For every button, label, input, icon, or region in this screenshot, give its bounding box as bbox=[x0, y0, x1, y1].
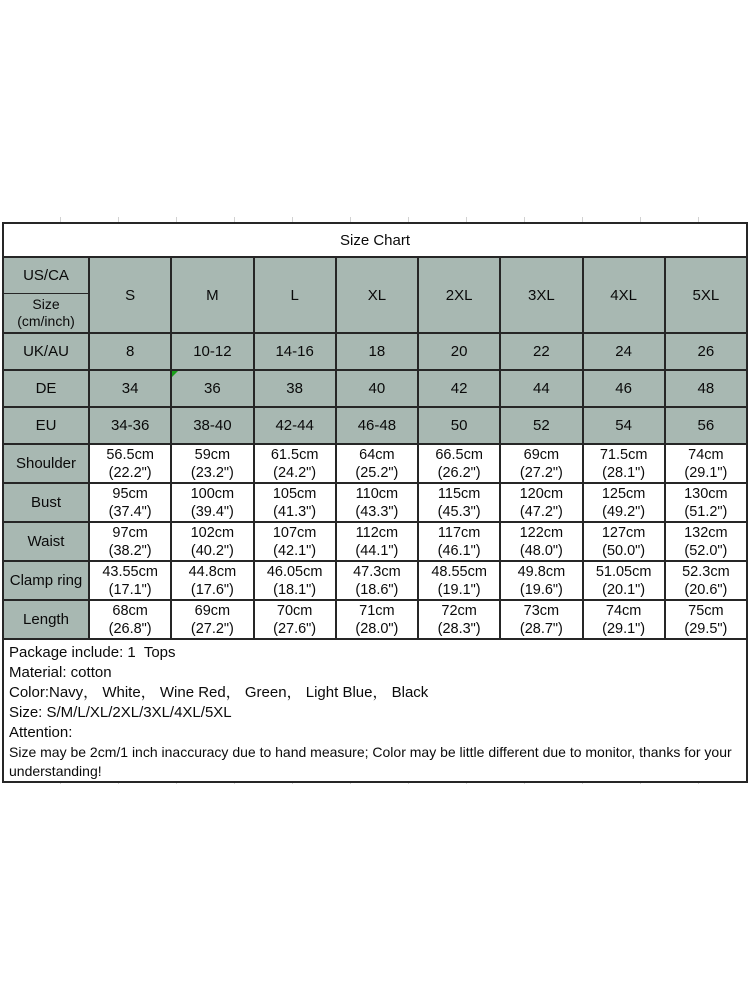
cm-value: 127cm bbox=[601, 524, 646, 541]
size-value: 36 bbox=[204, 380, 221, 397]
note-line: Size may be 2cm/1 inch inaccuracy due to hand measure; Color may be little different due to monitor, thanks for your understanding! bbox=[9, 744, 736, 779]
row-eu bbox=[3, 407, 747, 444]
header-row bbox=[3, 257, 747, 333]
measure-cell bbox=[254, 600, 336, 639]
cm-value: 72cm bbox=[441, 602, 477, 619]
cm-value: 112cm bbox=[355, 524, 399, 541]
inch-value: (29.5") bbox=[684, 620, 728, 637]
cm-value: 70cm bbox=[276, 602, 313, 619]
cm-value: 122cm bbox=[519, 524, 564, 541]
product-notes bbox=[3, 639, 747, 782]
header-col-4xl: 4XL bbox=[583, 257, 665, 333]
size-cell: 48 bbox=[665, 370, 747, 407]
inch-value: (27.2") bbox=[519, 464, 563, 481]
inch-value: (51.2") bbox=[684, 503, 728, 520]
cm-value: 75cm bbox=[688, 602, 724, 619]
inch-value: (50.0") bbox=[602, 542, 646, 559]
cm-value: 56.5cm bbox=[106, 446, 154, 463]
measure-cell bbox=[583, 600, 665, 639]
header-col-3xl: 3XL bbox=[500, 257, 582, 333]
inch-value: (20.1") bbox=[602, 581, 646, 598]
inch-value: (27.6") bbox=[273, 620, 317, 637]
measure-cell bbox=[500, 522, 582, 561]
inch-value: (26.8") bbox=[108, 620, 152, 637]
cm-value: 48.55cm bbox=[431, 563, 487, 580]
measure-cell bbox=[171, 483, 253, 522]
measure-cell bbox=[418, 522, 500, 561]
cm-value: 68cm bbox=[112, 602, 148, 619]
footer-row bbox=[3, 639, 747, 782]
cm-value: 130cm bbox=[684, 485, 728, 502]
inch-value: (28.1") bbox=[602, 464, 646, 481]
inch-value: (41.3") bbox=[273, 503, 317, 520]
measure-cell bbox=[89, 522, 171, 561]
inch-value: (19.1") bbox=[437, 581, 481, 598]
inch-value: (42.1") bbox=[273, 542, 317, 559]
measure-cell bbox=[500, 561, 582, 600]
inch-value: (20.6") bbox=[684, 581, 728, 598]
cm-value: 69cm bbox=[523, 446, 560, 463]
cm-value: 132cm bbox=[684, 524, 728, 541]
measure-cell bbox=[665, 561, 747, 600]
inch-value: (37.4") bbox=[108, 503, 152, 520]
measure-cell bbox=[336, 444, 418, 483]
measure-cell bbox=[171, 561, 253, 600]
cm-value: 120cm bbox=[519, 485, 564, 502]
inch-value: (46.1") bbox=[437, 542, 481, 559]
inch-value: (47.2") bbox=[519, 503, 563, 520]
inch-value: (28.0") bbox=[355, 620, 399, 637]
measure-cell bbox=[583, 444, 665, 483]
cm-value: 115cm bbox=[437, 485, 481, 502]
measure-cell bbox=[336, 600, 418, 639]
size-cell: 52 bbox=[500, 407, 582, 444]
size-cell: 22 bbox=[500, 333, 582, 370]
inch-value: (24.2") bbox=[273, 464, 317, 481]
measure-cell bbox=[254, 561, 336, 600]
measure-cell bbox=[89, 444, 171, 483]
inch-value: (39.4") bbox=[190, 503, 234, 520]
cm-value: 66.5cm bbox=[435, 446, 483, 463]
row-clamp-ring bbox=[3, 561, 747, 600]
row-label-bust: Bust bbox=[3, 483, 89, 522]
measure-cell bbox=[665, 600, 747, 639]
inch-value: (28.3") bbox=[437, 620, 481, 637]
inch-value: (28.7") bbox=[519, 620, 563, 637]
size-cell: 38 bbox=[254, 370, 336, 407]
measure-cell bbox=[336, 522, 418, 561]
inch-value: (18.6") bbox=[355, 581, 399, 598]
cm-value: 43.55cm bbox=[102, 563, 158, 580]
row-length bbox=[3, 600, 747, 639]
measure-cell bbox=[171, 444, 253, 483]
measure-cell bbox=[418, 600, 500, 639]
measure-cell bbox=[500, 444, 582, 483]
measure-cell bbox=[583, 483, 665, 522]
inch-value: (45.3") bbox=[437, 503, 481, 520]
cm-value: 69cm bbox=[194, 602, 231, 619]
measure-cell bbox=[254, 522, 336, 561]
row-shoulder bbox=[3, 444, 747, 483]
inch-value: (48.0") bbox=[519, 542, 563, 559]
cm-value: 110cm bbox=[355, 485, 399, 502]
cm-value: 71.5cm bbox=[599, 446, 648, 463]
row-label-eu: EU bbox=[3, 407, 89, 444]
package-line: Package include: 1 Tops bbox=[9, 644, 176, 661]
inch-value: (43.3") bbox=[355, 503, 399, 520]
cm-value: 71cm bbox=[359, 602, 395, 619]
size-cell: 50 bbox=[418, 407, 500, 444]
size-cell: 42 bbox=[418, 370, 500, 407]
cm-value: 51.05cm bbox=[595, 563, 652, 580]
header-corner-cell bbox=[3, 257, 89, 333]
color-line: Color:Navy， White， Wine Red， Green， Light Blue， Black bbox=[9, 684, 429, 701]
header-col-s: S bbox=[89, 257, 171, 333]
measure-cell bbox=[89, 561, 171, 600]
size-cell: 44 bbox=[500, 370, 582, 407]
size-cell: 46-48 bbox=[336, 407, 418, 444]
row-label-de: DE bbox=[3, 370, 89, 407]
size-cell: 54 bbox=[583, 407, 665, 444]
size-cell: 56 bbox=[665, 407, 747, 444]
measure-cell bbox=[336, 483, 418, 522]
measure-cell bbox=[665, 444, 747, 483]
size-cell: 40 bbox=[336, 370, 418, 407]
inch-value: (19.6") bbox=[519, 581, 563, 598]
cm-value: 52.3cm bbox=[682, 563, 730, 580]
inch-value: (17.6") bbox=[190, 581, 234, 598]
size-line: Size: S/M/L/XL/2XL/3XL/4XL/5XL bbox=[9, 704, 232, 721]
measure-cell bbox=[254, 483, 336, 522]
row-label-ukau: UK/AU bbox=[3, 333, 89, 370]
header-col-xl: XL bbox=[336, 257, 418, 333]
size-cell: 46 bbox=[583, 370, 665, 407]
inch-value: (22.2") bbox=[108, 464, 152, 481]
size-chart-table bbox=[2, 222, 748, 783]
measure-cell bbox=[254, 444, 336, 483]
cm-value: 74cm bbox=[688, 446, 724, 463]
row-label-shoulder: Shoulder bbox=[3, 444, 89, 483]
row-label-waist: Waist bbox=[3, 522, 89, 561]
size-cell: 34 bbox=[89, 370, 171, 407]
inch-value: (29.1") bbox=[602, 620, 646, 637]
row-waist bbox=[3, 522, 747, 561]
header-col-m: M bbox=[171, 257, 253, 333]
cm-value: 64cm bbox=[359, 446, 395, 463]
measure-cell bbox=[665, 522, 747, 561]
size-cell: 42-44 bbox=[254, 407, 336, 444]
row-ukau bbox=[3, 333, 747, 370]
size-cell: 24 bbox=[583, 333, 665, 370]
measure-cell bbox=[583, 522, 665, 561]
header-col-2xl: 2XL bbox=[418, 257, 500, 333]
attention-line: Attention: bbox=[9, 724, 73, 741]
inch-value: (44.1") bbox=[355, 542, 399, 559]
row-de bbox=[3, 370, 747, 407]
measure-cell bbox=[500, 483, 582, 522]
measure-cell bbox=[418, 561, 500, 600]
inch-value: (27.2") bbox=[190, 620, 234, 637]
measure-cell bbox=[171, 600, 253, 639]
measure-cell bbox=[500, 600, 582, 639]
cm-value: 46.05cm bbox=[266, 563, 323, 580]
header-size-unit-cell bbox=[4, 294, 88, 332]
cm-value: 105cm bbox=[272, 485, 317, 502]
cm-value: 59cm bbox=[194, 446, 231, 463]
header-col-5xl: 5XL bbox=[665, 257, 747, 333]
size-cell: 38-40 bbox=[171, 407, 253, 444]
header-region-label: US/CA bbox=[4, 258, 88, 294]
size-cell bbox=[171, 370, 253, 407]
measure-cell bbox=[583, 561, 665, 600]
excel-error-marker-icon bbox=[172, 371, 178, 377]
title-row bbox=[3, 223, 747, 257]
inch-value: (40.2") bbox=[190, 542, 234, 559]
material-line: Material: cotton bbox=[9, 664, 112, 681]
row-label-clamp-ring: Clamp ring bbox=[3, 561, 89, 600]
size-cell: 34-36 bbox=[89, 407, 171, 444]
inch-value: (52.0") bbox=[684, 542, 728, 559]
measure-cell bbox=[665, 483, 747, 522]
size-cell: 26 bbox=[665, 333, 747, 370]
size-cell: 10-12 bbox=[171, 333, 253, 370]
cm-value: 125cm bbox=[601, 485, 646, 502]
measure-cell bbox=[418, 444, 500, 483]
size-cell: 8 bbox=[89, 333, 171, 370]
header-unit-word: (cm/inch) bbox=[17, 313, 75, 329]
cm-value: 49.8cm bbox=[517, 563, 566, 580]
inch-value: (29.1") bbox=[684, 464, 728, 481]
cm-value: 61.5cm bbox=[270, 446, 319, 463]
measure-cell bbox=[171, 522, 253, 561]
row-label-length: Length bbox=[3, 600, 89, 639]
cm-value: 44.8cm bbox=[188, 563, 237, 580]
header-col-l: L bbox=[254, 257, 336, 333]
cm-value: 47.3cm bbox=[353, 563, 401, 580]
inch-value: (17.1") bbox=[108, 581, 152, 598]
cm-value: 117cm bbox=[437, 524, 481, 541]
cm-value: 107cm bbox=[272, 524, 317, 541]
size-cell: 20 bbox=[418, 333, 500, 370]
table-title: Size Chart bbox=[3, 223, 747, 257]
inch-value: (25.2") bbox=[355, 464, 399, 481]
size-cell: 14-16 bbox=[254, 333, 336, 370]
cm-value: 97cm bbox=[112, 524, 148, 541]
cm-value: 102cm bbox=[190, 524, 235, 541]
inch-value: (38.2") bbox=[108, 542, 152, 559]
cm-value: 100cm bbox=[190, 485, 235, 502]
cm-value: 74cm bbox=[605, 602, 642, 619]
cm-value: 73cm bbox=[523, 602, 560, 619]
cm-value: 95cm bbox=[112, 485, 148, 502]
measure-cell bbox=[89, 483, 171, 522]
measure-cell bbox=[336, 561, 418, 600]
inch-value: (49.2") bbox=[602, 503, 646, 520]
header-size-word: Size bbox=[32, 296, 60, 312]
inch-value: (23.2") bbox=[190, 464, 234, 481]
row-bust bbox=[3, 483, 747, 522]
measure-cell bbox=[418, 483, 500, 522]
size-cell: 18 bbox=[336, 333, 418, 370]
measure-cell bbox=[89, 600, 171, 639]
inch-value: (26.2") bbox=[437, 464, 481, 481]
inch-value: (18.1") bbox=[273, 581, 317, 598]
